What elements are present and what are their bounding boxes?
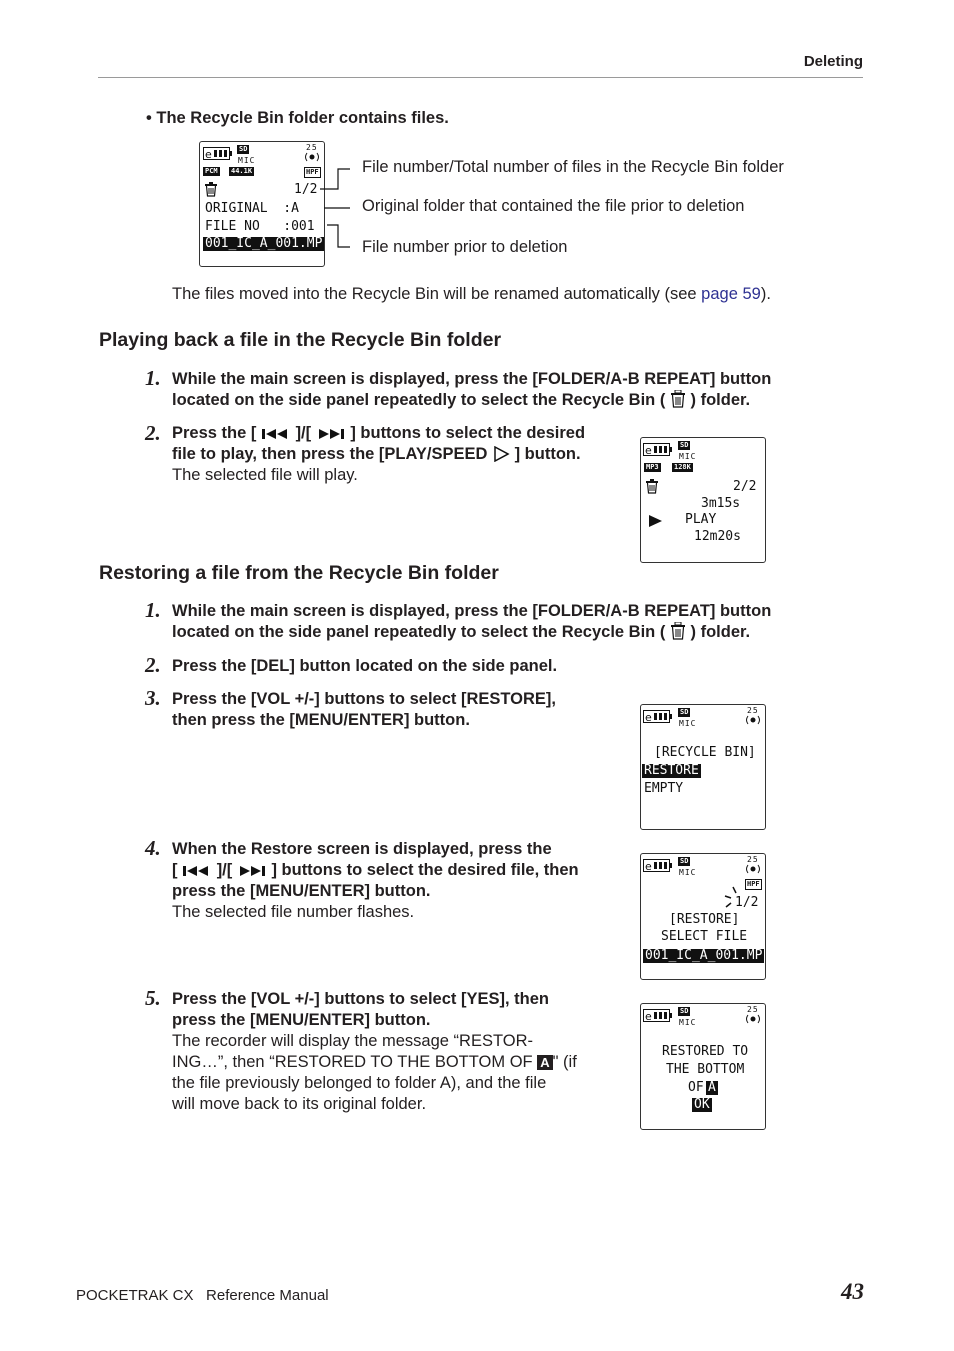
play-step-1: While the main screen is displayed, press the [FOLDER/A-B REPEAT] button located on the side panel repeatedly to select the Recycle Bin ( ) folder. [172, 370, 772, 409]
menu-option-restore: RESTORE [644, 763, 699, 778]
section-label: Deleting [803, 53, 863, 70]
trash-icon [645, 479, 659, 494]
restored-line-3: OF [688, 1080, 704, 1095]
sd-tag: SD [680, 857, 689, 865]
rec-format-tag: PCM [205, 167, 218, 175]
restore-step-2: Press the [DEL] button located on the side panel. [172, 657, 558, 675]
restored-line-1: RESTORED TO [662, 1044, 749, 1059]
battery-icon [643, 1009, 673, 1023]
sd-tag: SD [680, 1007, 689, 1015]
sample-rate-tag: 44.1K [231, 167, 253, 175]
menu-option-empty: EMPTY [644, 781, 684, 796]
svg-text:e: e [645, 1010, 652, 1023]
battery-icon [203, 147, 233, 161]
callout-original-folder: Original folder that contained the file prior to deletion [362, 197, 745, 215]
rename-note: The files moved into the Recycle Bin will be renamed automatically (see page 59). [172, 285, 771, 303]
sd-tag: SD [680, 441, 689, 449]
restore-step-1: While the main screen is displayed, press the [FOLDER/A-B REPEAT] button located on the side panel repeatedly to select the Recycle Bin ( ) folder. [172, 602, 772, 641]
lcd-playback-screen [640, 437, 766, 563]
heading-restoring: Restoring a file from the Recycle Bin folder [99, 562, 499, 584]
step-number: 2. [145, 421, 161, 445]
rec-format-tag: MP3 [646, 463, 659, 471]
mic-sensitivity-icon [744, 714, 762, 726]
mic-tag: MIC [679, 868, 697, 877]
skip-back-icon [182, 864, 212, 878]
lcd-restore-select-screen [640, 853, 766, 980]
restore-title: [RESTORE] [669, 912, 740, 927]
skip-forward-icon [237, 864, 267, 878]
ok-indicator: OK [694, 1097, 710, 1112]
restore-step-4: When the Restore screen is displayed, press the [ ]/[ ] buttons to select the desired file, then press the [MENU/ENTER] button. The selected file number flashes. [172, 840, 579, 921]
file-counter: 1/2 [735, 895, 759, 910]
hpf-tag: HPF [306, 168, 319, 176]
folder-a-badge: A [537, 1055, 552, 1070]
total-time: 12m20s [694, 529, 741, 544]
file-counter: 1/2 [294, 182, 318, 197]
original-folder-line: ORIGINAL :A [205, 201, 299, 216]
mic-sensitivity-icon [744, 1013, 762, 1025]
restore-step-5: Press the [VOL +/-] buttons to select [YES], then press the [MENU/ENTER] button. The recorder will display the message “RESTOR- ING…”, then “RESTORED TO THE BOTTOM OF A " (if the file previously belonged to folder A), and the file will move back to its original folder. [172, 990, 577, 1113]
lcd-restored-screen [640, 1003, 766, 1130]
step-number: 4. [145, 836, 161, 860]
mic-tag: MIC [679, 719, 697, 728]
restored-line-2: THE BOTTOM [666, 1062, 745, 1077]
trash-icon [204, 182, 218, 197]
svg-text:e: e [645, 444, 652, 457]
battery-icon [643, 859, 673, 873]
trash-icon [670, 390, 686, 408]
sd-tag: SD [239, 145, 248, 153]
trash-icon [670, 622, 686, 640]
battery-icon [643, 443, 673, 457]
file-counter: 2/2 [733, 479, 757, 494]
file-number-line: FILE NO :001 [205, 219, 315, 234]
mic-sensitivity-icon [744, 863, 762, 875]
callout-lines [290, 160, 370, 260]
svg-text:e: e [645, 860, 652, 873]
level-number: 25 [747, 855, 759, 864]
hpf-tag: HPF [747, 880, 760, 888]
bullet-recycle-bin: • The Recycle Bin folder contains files. [146, 109, 449, 127]
step-number: 5. [145, 986, 161, 1010]
svg-text:e: e [205, 148, 212, 161]
header-rule [98, 77, 863, 78]
elapsed-time: 3m15s [701, 496, 741, 511]
mic-tag: MIC [679, 1018, 697, 1027]
page-59-link[interactable]: page 59 [701, 285, 761, 303]
callout-file-number-total: File number/Total number of files in the Recycle Bin folder [362, 158, 784, 176]
step-number: 1. [145, 366, 161, 390]
lcd-recycle-menu-screen [640, 704, 766, 830]
footer-product: POCKETRAK CX Reference Manual [76, 1287, 329, 1304]
play-indicator-icon [649, 515, 663, 527]
menu-title: [RECYCLE BIN] [654, 745, 756, 760]
mic-tag: MIC [679, 452, 697, 461]
file-name: 001_IC_A_001.MP [645, 948, 763, 963]
select-file-label: SELECT FILE [661, 929, 748, 944]
sd-tag: SD [680, 708, 689, 716]
skip-back-icon [261, 427, 291, 441]
play-step-2: Press the [ ]/[ ] buttons to select the desired file to play, then press the [PLAY/SPEED ] button. The selected file will play. [172, 424, 586, 484]
callout-file-number-prior: File number prior to deletion [362, 238, 568, 256]
level-number: 25 [306, 143, 318, 152]
folder-letter: A [708, 1080, 716, 1095]
heading-playing-back: Playing back a file in the Recycle Bin folder [99, 329, 502, 351]
step-number: 3. [145, 686, 161, 710]
svg-text:e: e [645, 711, 652, 724]
step-number: 2. [145, 653, 161, 677]
skip-forward-icon [316, 427, 346, 441]
bitrate-tag: 128K [674, 463, 691, 471]
level-number: 25 [747, 706, 759, 715]
step-number: 1. [145, 598, 161, 622]
page-number: 43 [841, 1279, 864, 1304]
file-name: 001_IC_A_001.MP [205, 236, 323, 251]
mic-tag: MIC [238, 156, 256, 165]
play-status: PLAY [685, 512, 717, 527]
play-icon [492, 446, 510, 462]
battery-icon [643, 710, 673, 724]
restore-step-3: Press the [VOL +/-] buttons to select [RESTORE], then press the [MENU/ENTER] button. [172, 690, 556, 729]
level-number: 25 [747, 1005, 759, 1014]
